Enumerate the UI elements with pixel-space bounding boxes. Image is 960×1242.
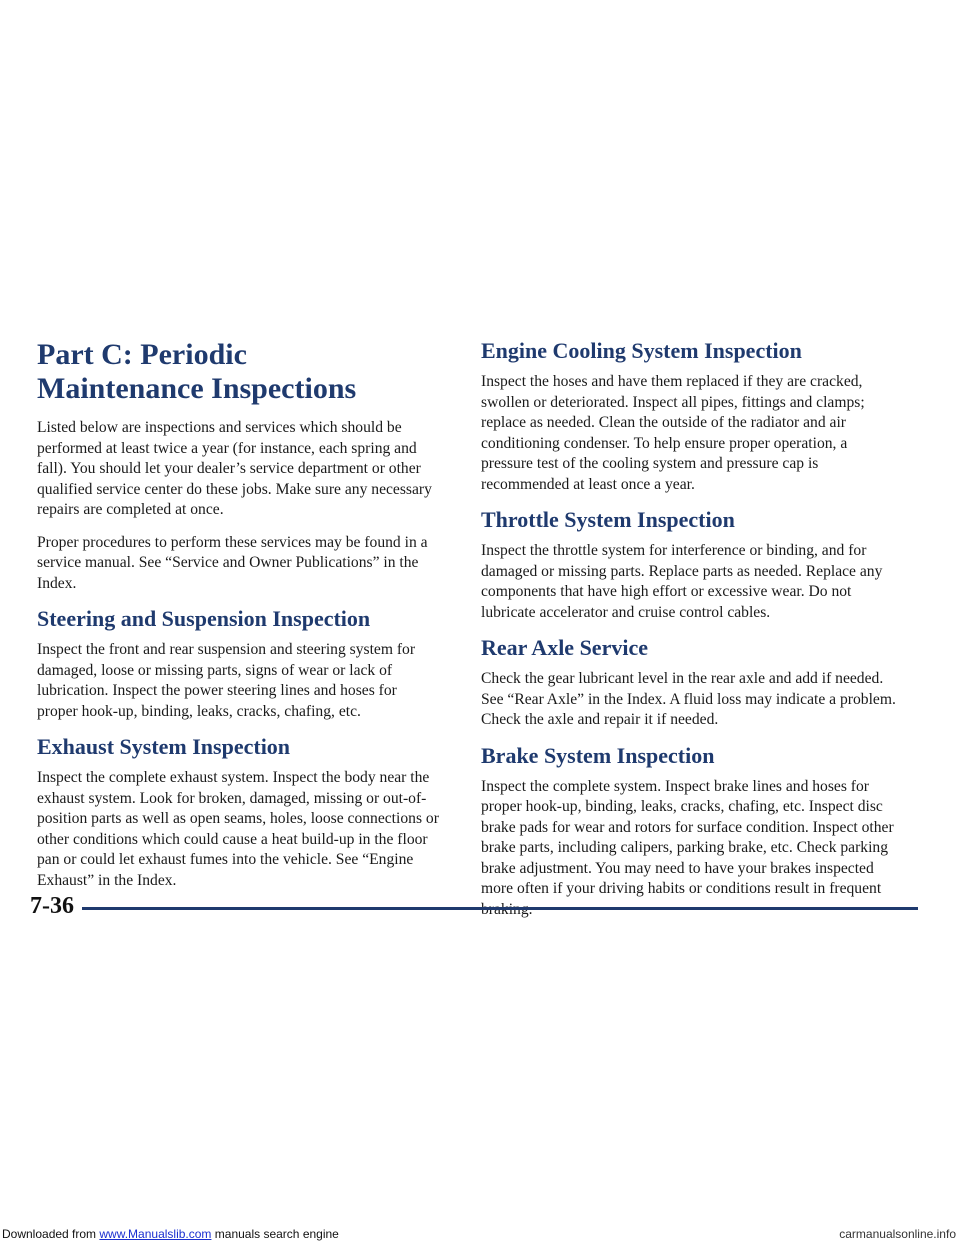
section-title: Exhaust System Inspection — [37, 734, 291, 759]
section-exhaust-system — [37, 734, 439, 891]
page-number: 7-36 — [30, 893, 74, 919]
section-title: Brake System Inspection — [481, 742, 715, 768]
left-column — [37, 338, 439, 903]
source-bar — [0, 1226, 960, 1242]
part-title-line2: Maintenance Inspections — [37, 372, 357, 405]
section-steering-suspension — [37, 606, 439, 722]
section-text: Inspect the front and rear suspension and steering system for damaged, loose or missing parts, signs of wear or lack of lubrication. Inspect the power steering lines and hoses for proper hook-up, binding, leaks, cracks, chafing, etc. — [37, 641, 416, 720]
section-engine-cooling — [481, 338, 899, 495]
download-prefix: Downloaded from — [2, 1227, 100, 1241]
right-column — [481, 338, 899, 932]
section-title: Engine Cooling System Inspection — [481, 338, 802, 363]
manualslib-link[interactable]: www.Manualslib.com — [99, 1227, 212, 1241]
section-text: Inspect the throttle system for interference or binding, and for damaged or missing parts. Replace parts as needed. Replace any components that have high effort or excessive wear. Do not lubricate accelerator and cruise control cables. — [481, 542, 883, 621]
watermark-text: carmanualsonline.info — [839, 1227, 956, 1241]
download-suffix: manuals search engine — [211, 1227, 339, 1241]
part-title — [37, 338, 439, 406]
section-rear-axle — [481, 635, 899, 731]
section-throttle-system — [481, 507, 899, 623]
section-title: Throttle System Inspection — [481, 507, 735, 532]
download-source — [2, 1226, 339, 1242]
intro-paragraph-2: Proper procedures to perform these services may be found in a service manual. See “Service and Owner Publications” in the Index. — [37, 533, 428, 592]
footer-rule — [82, 907, 918, 910]
intro-paragraph-1: Listed below are inspections and services which should be performed at least twice a year (for instance, each spring and fall). You should let your dealer’s service department or other qualified service center do these jobs. Make sure any necessary repairs are completed at once. — [37, 419, 432, 518]
part-title-line1: Part C: Periodic — [37, 338, 247, 371]
section-text: Inspect the complete exhaust system. Inspect the body near the exhaust system. Look for broken, damaged, missing or out-of-position parts as well as open seams, holes, loose connections or other conditions which could cause a heat build-up in the floor pan or could let exhaust fumes into the vehicle. See “Engine Exhaust” in the Index. — [37, 769, 439, 889]
section-text: Inspect the complete system. Inspect brake lines and hoses for proper hook-up, binding, leaks, cracks, chafing, etc. Inspect disc brake pads for wear and rotors for surface condition. Inspect other brake parts, including calipers, parking brake, etc. Check parking brake adjustment. You may need to have your brakes inspected more often if your driving habits or conditions result in frequent — [481, 777, 894, 897]
section-text: Inspect the hoses and have them replaced if they are cracked, swollen or deteriorated. Inspect all pipes, fittings and clamps; replace as needed. Clean the outside of the radiator and air conditioning condenser. To help ensure proper operation, a pressure test of the cooling system and pressure cap is recommended at least once a year. — [481, 373, 865, 493]
section-title: Steering and Suspension Inspection — [37, 606, 371, 631]
page-footer — [30, 892, 890, 922]
section-title: Rear Axle Service — [481, 635, 648, 660]
section-text: Check the gear lubricant level in the rear axle and add if needed. See “Rear Axle” in the Index. A fluid loss may indicate a problem. Check the axle and repair it if needed. — [481, 670, 896, 728]
